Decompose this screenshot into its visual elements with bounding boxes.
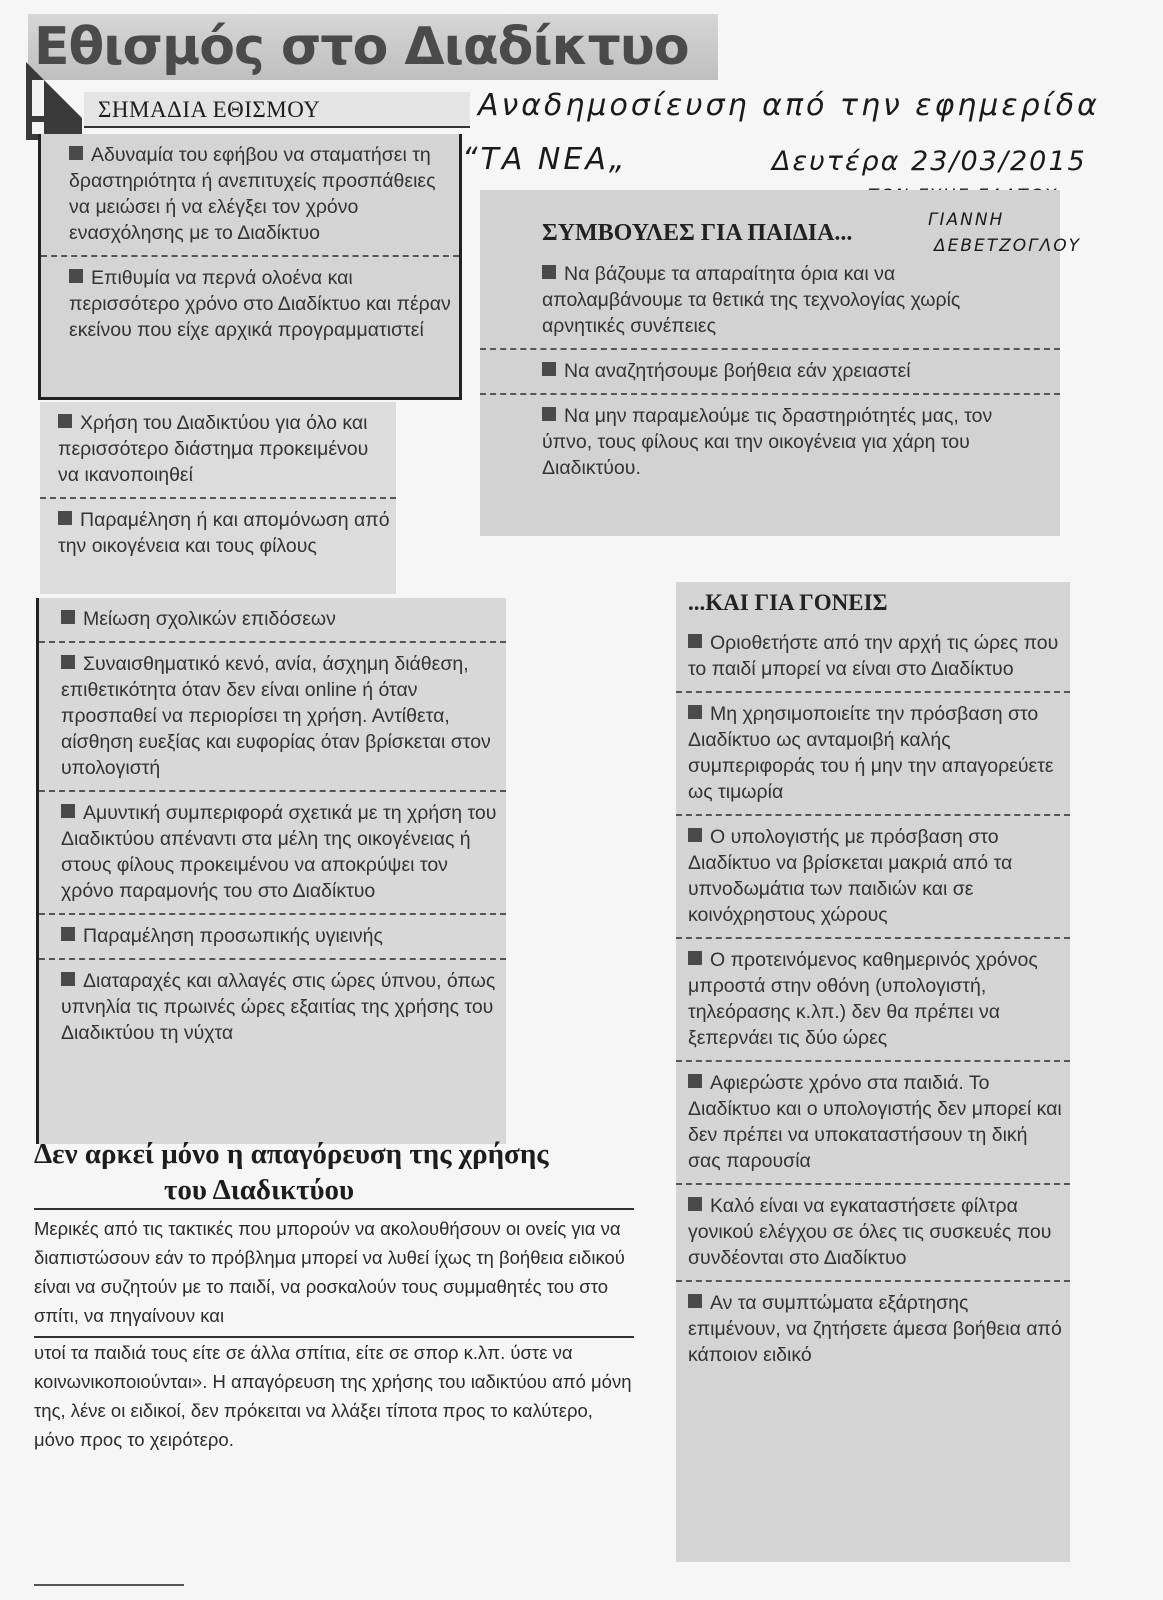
bullet-icon bbox=[69, 269, 83, 283]
bullet-icon bbox=[69, 146, 83, 160]
parents-advice-title: ...ΚΑΙ ΓΙΑ ΓΟΝΕΙΣ bbox=[688, 590, 888, 615]
handwritten-date: Δευτέρα 23/03/2015 bbox=[772, 146, 1087, 177]
signs-heading: ΣΗΜΑΔΙΑ ΕΘΙΣΜΟΥ bbox=[84, 92, 470, 128]
handwritten-authors-3: ΔΕΒΕΤΖΟΓΛΟΥ bbox=[934, 236, 1082, 256]
list-item: Ο υπολογιστής με πρόσβαση στο Διαδίκτυο να βρίσκεται μακριά από τα υπνοδωμάτια των παιδιών και σε κοινόχρηστους χώρους bbox=[676, 816, 1070, 939]
list-item: Συναισθηματικό κενό, ανία, άσχημη διάθεση, επιθετικότητα όταν δεν είναι online ή όταν προσπαθεί να περιορίσει τη χρήση. Αντίθετα, αίσθηση ευεξίας και ευφορίας όταν βρίσκεται στον υπολογιστή bbox=[39, 643, 506, 792]
bullet-icon bbox=[688, 951, 702, 965]
parents-advice-box bbox=[676, 582, 1070, 1562]
list-item: Οριοθετήστε από την αρχή τις ώρες που το παιδί μπορεί να είναι στο Διαδίκτυο bbox=[676, 622, 1070, 693]
bullet-icon bbox=[58, 511, 72, 525]
bullet-icon bbox=[542, 362, 556, 376]
page-title: Εθισμός στο Διαδίκτυο bbox=[28, 14, 718, 80]
bullet-icon bbox=[61, 972, 75, 986]
bullet-icon bbox=[542, 407, 556, 421]
bullet-icon bbox=[688, 1294, 702, 1308]
article-headline: Δεν αρκεί μόνο η απαγόρευση της χρήσης του Διαδικτύου bbox=[34, 1136, 634, 1210]
bullet-icon bbox=[58, 414, 72, 428]
bullet-icon bbox=[688, 1074, 702, 1088]
list-item: Αδυναμία του εφήβου να σταματήσει τη δραστηριότητα ή ανεπιτυχείς προσπάθειες να μειώσει ή να ελέγξει τον χρόνο ενασχόλησης με το Διαδίκτυο bbox=[41, 134, 459, 257]
bullet-icon bbox=[61, 610, 75, 624]
bullet-icon bbox=[688, 1197, 702, 1211]
article-paragraph-1: Μερικές από τις τακτικές που μπορούν να ακολουθήσουν οι ονείς για να διαπιστώσουν εάν το πρόβλημα μπορεί να λυθεί ίχως τη βοήθεια ειδικού είναι να συζητούν με το παιδί, να ροσκαλούν τους συμμαθητές του στο σπίτι, να πηγαίνουν και bbox=[34, 1214, 634, 1338]
bullet-icon bbox=[688, 634, 702, 648]
list-item: Επιθυμία να περνά ολοένα και περισσότερο χρόνο στο Διαδίκτυο και πέραν εκείνου που είχε αρχικά προγραμματιστεί bbox=[69, 267, 451, 341]
signs-box-top bbox=[38, 134, 462, 400]
list-item: Χρήση του Διαδικτύου για όλο και περισσότερο διάστημα προκειμένου να ικανοποιηθεί bbox=[40, 402, 396, 499]
list-item: Ο προτεινόμενος καθημερινός χρόνος μπροστά στην οθόνη (υπολογιστή, τηλεόρασης κ.λπ.) δεν θα πρέπει να ξεπερνάει τις δύο ώρες bbox=[676, 939, 1070, 1062]
list-item: Καλό είναι να εγκαταστήσετε φίλτρα γονικού ελέγχου σε όλες τις συσκευές που συνδέονται στο Διαδίκτυο bbox=[676, 1185, 1070, 1282]
list-item: Να βάζουμε τα απαραίτητα όρια και να απολαμβάνουμε τα θετικά της τεχνολογίας χωρίς αρνητικές συνέπειες bbox=[480, 253, 1060, 350]
list-item: Να μην παραμελούμε τις δραστηριότητές μας, τον ύπνο, τους φίλους και την οικογένεια για χάρη του Διαδικτύου. bbox=[542, 405, 993, 479]
article-paragraph-2: υτοί τα παιδιά τους είτε σε άλλα σπίτια, είτε σε σπορ κ.λπ. ύστε να κοινωνικοποιούνται». Η απαγόρευση της χρήσης του ιαδικτύου από μόνη της, λένε οι ειδικοί, δεν πρόκειται να λλάξει τίποτα προς το καλύτερο, μόνο προς το χειρότερο. bbox=[34, 1342, 632, 1450]
warning-icon bbox=[22, 58, 86, 144]
list-item: Να αναζητήσουμε βοήθεια εάν χρειαστεί bbox=[480, 350, 1060, 395]
bullet-icon bbox=[61, 927, 75, 941]
list-item: Αφιερώστε χρόνο στα παιδιά. Το Διαδίκτυο και ο υπολογιστής δεν μπορεί και δεν πρέπει να υποκαταστήσουν τη δική σας παρουσία bbox=[676, 1062, 1070, 1185]
handwritten-authors-2: ΓΙΑΝΝΗ bbox=[928, 210, 1005, 230]
bullet-icon bbox=[542, 265, 556, 279]
list-item: Αν τα συμπτώματα εξάρτησης επιμένουν, να ζητήσετε άμεσα βοήθεια από κάποιον ειδικό bbox=[688, 1292, 1062, 1366]
bottom-rule bbox=[34, 1584, 184, 1586]
kids-advice-title: ΣΥΜΒΟΥΛΕΣ ΓΙΑ ΠΑΙΔΙΑ... bbox=[542, 220, 853, 246]
bullet-icon bbox=[61, 655, 75, 669]
handwritten-line2: “ΤΑ ΝΕΑ„ bbox=[462, 142, 628, 177]
signs-box-bottom bbox=[36, 598, 506, 1144]
list-item: Μείωση σχολικών επιδόσεων bbox=[39, 598, 506, 643]
list-item: Διαταραχές και αλλαγές στις ώρες ύπνου, όπως υπνηλία τις πρωινές ώρες εξαιτίας της χρήσης του Διαδικτύου τη νύχτα bbox=[61, 970, 496, 1044]
list-item: Παραμέληση προσωπικής υγιεινής bbox=[39, 915, 506, 960]
list-item: Αμυντική συμπεριφορά σχετικά με τη χρήση του Διαδικτύου απέναντι στα μέλη της οικογένειας ή στους φίλους προκειμένου να αποκρύψει τον χρόνο παραμονής του στο Διαδίκτυο bbox=[39, 792, 506, 915]
list-item: Μη χρησιμοποιείτε την πρόσβαση στο Διαδίκτυο ως ανταμοιβή καλής συμπεριφοράς του ή μην την απαγορεύετε ως τιμωρία bbox=[676, 693, 1070, 816]
bullet-icon bbox=[688, 705, 702, 719]
bullet-icon bbox=[688, 828, 702, 842]
list-item: Παραμέληση ή και απομόνωση από την οικογένεια και τους φίλους bbox=[58, 509, 390, 557]
bullet-icon bbox=[61, 804, 75, 818]
handwritten-line1: Αναδημοσίευση από την εφημερίδα bbox=[478, 88, 1100, 123]
signs-box-middle bbox=[40, 402, 396, 594]
